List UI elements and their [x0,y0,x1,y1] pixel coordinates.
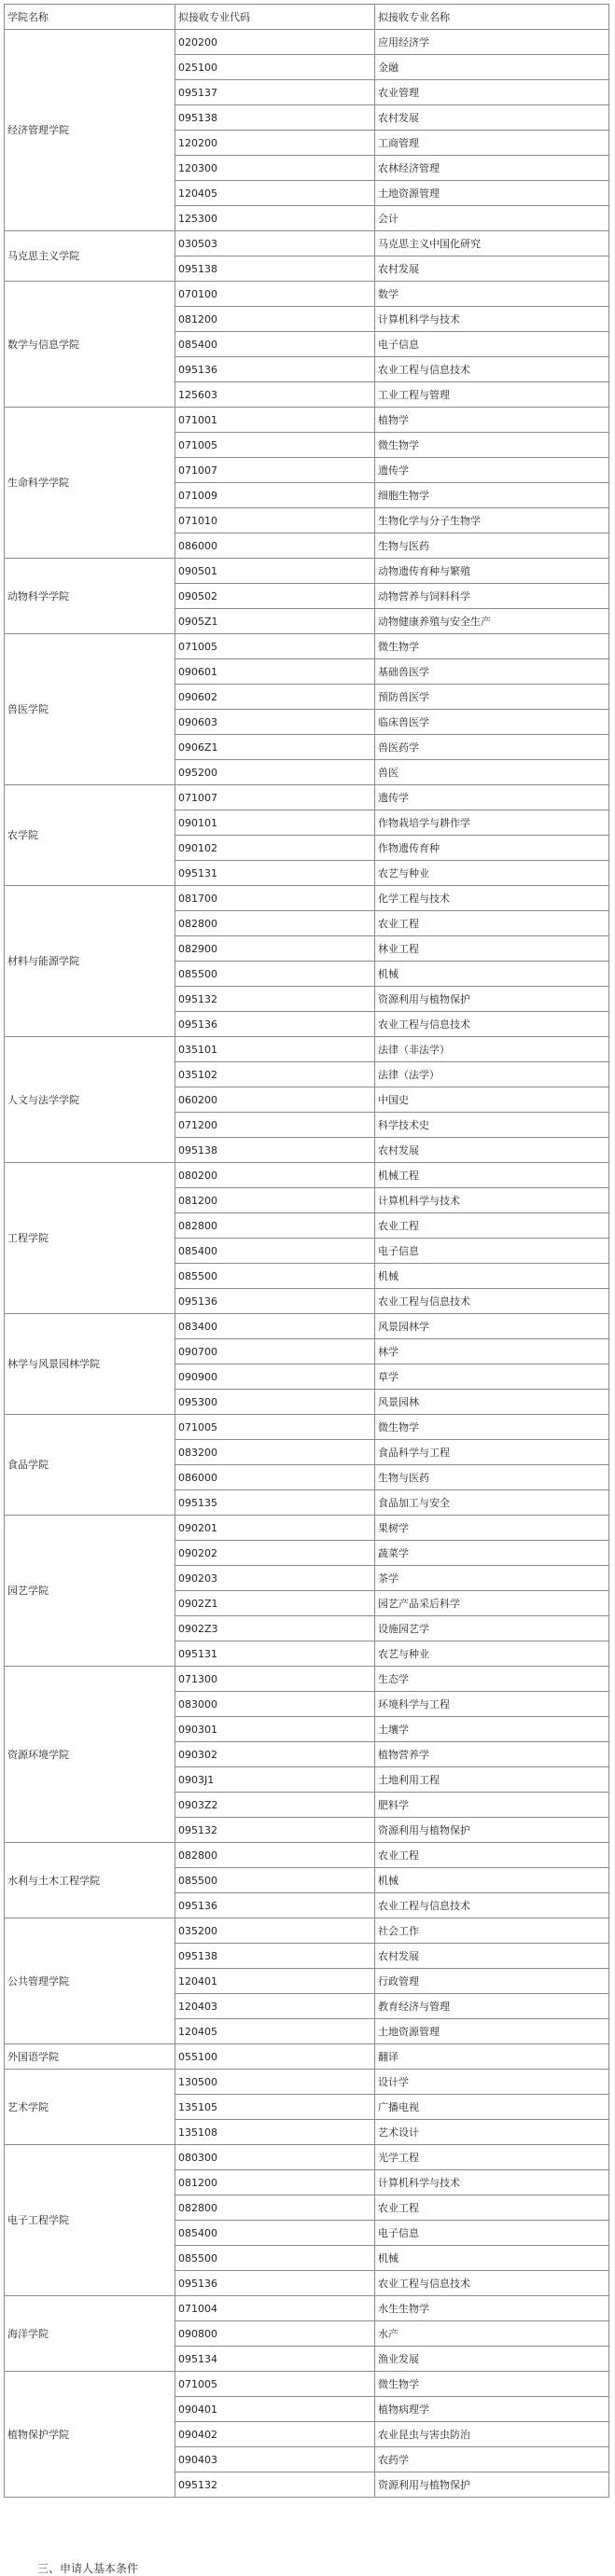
major-name-cell: 电子信息 [375,2221,609,2246]
table-row [5,1516,609,1541]
major-code-cell: 095138 [175,105,375,131]
major-name-cell: 农药学 [375,2447,609,2472]
major-name-cell: 工业工程与管理 [375,382,609,408]
major-code-cell: 095136 [175,1289,375,1314]
major-name-cell: 数学 [375,282,609,307]
major-code-cell: 090301 [175,1717,375,1742]
major-name-cell: 农业工程与信息技术 [375,357,609,382]
major-code-cell: 130500 [175,2070,375,2095]
major-code-cell: 095300 [175,1390,375,1415]
major-name-cell: 植物学 [375,408,609,433]
major-name-cell: 园艺产品采后科学 [375,1591,609,1616]
major-name-cell: 机械 [375,1264,609,1289]
major-name-cell: 机械工程 [375,1163,609,1188]
major-code-cell: 035200 [175,1918,375,1944]
table-row [5,231,609,256]
major-name-cell: 法律（非法学） [375,1037,609,1062]
major-code-cell: 090203 [175,1566,375,1591]
major-name-cell: 农业工程 [375,911,609,936]
major-name-cell: 茶学 [375,1566,609,1591]
major-code-cell: 071007 [175,458,375,483]
major-name-cell: 资源利用与植物保护 [375,1818,609,1843]
table-row [5,1918,609,1944]
major-name-cell: 农业工程与信息技术 [375,1893,609,1918]
table-row [5,1163,609,1188]
major-name-cell: 化学工程与技术 [375,886,609,911]
major-code-cell: 071007 [175,785,375,810]
major-code-cell: 085400 [175,1239,375,1264]
major-name-cell: 动物营养与饲料科学 [375,584,609,609]
major-code-cell: 095135 [175,1490,375,1516]
major-code-cell: 090302 [175,1742,375,1767]
major-name-cell: 电子信息 [375,1239,609,1264]
major-code-cell: 082800 [175,911,375,936]
major-name-cell: 兽医药学 [375,735,609,760]
major-code-cell: 080300 [175,2145,375,2170]
table-row [5,2145,609,2170]
major-name-cell: 微生物学 [375,433,609,458]
major-name-cell: 翻译 [375,2044,609,2070]
college-name-cell: 园艺学院 [5,1516,175,1667]
major-code-cell: 060200 [175,1087,375,1113]
major-name-cell: 资源利用与植物保护 [375,987,609,1012]
major-code-cell: 090501 [175,559,375,584]
major-code-cell: 071009 [175,483,375,508]
major-name-cell: 农村发展 [375,105,609,131]
major-code-cell: 0903Z2 [175,1793,375,1818]
major-name-cell: 设施园艺学 [375,1616,609,1641]
major-code-cell: 095131 [175,861,375,886]
college-name-cell: 林学与风景园林学院 [5,1314,175,1415]
major-code-cell: 086000 [175,1465,375,1490]
major-name-cell: 土地资源管理 [375,181,609,206]
major-code-cell: 081200 [175,2170,375,2195]
major-name-cell: 动物遗传育种与繁殖 [375,559,609,584]
college-name-cell: 人文与法学学院 [5,1037,175,1163]
major-code-cell: 095136 [175,1012,375,1037]
table-row [5,30,609,55]
major-name-cell: 计算机科学与技术 [375,307,609,332]
major-code-cell: 035102 [175,1062,375,1087]
college-name-cell: 动物科学学院 [5,559,175,634]
major-name-cell: 微生物学 [375,2372,609,2397]
major-code-cell: 090900 [175,1364,375,1390]
major-name-cell: 农村发展 [375,256,609,282]
table-row [5,2372,609,2397]
major-code-cell: 085500 [175,1868,375,1893]
major-code-cell: 085500 [175,1264,375,1289]
major-code-cell: 120300 [175,156,375,181]
major-name-cell: 机械 [375,962,609,987]
major-name-cell: 机械 [375,1868,609,1893]
major-code-cell: 120403 [175,1994,375,2019]
table-row [5,1843,609,1868]
major-code-cell: 081700 [175,886,375,911]
major-code-cell: 095136 [175,2271,375,2296]
major-name-cell: 农村发展 [375,1138,609,1163]
major-name-cell: 计算机科学与技术 [375,1188,609,1213]
header-major-code: 拟接收专业代码 [175,5,375,30]
college-name-cell: 马克思主义学院 [5,231,175,282]
major-name-cell: 计算机科学与技术 [375,2170,609,2195]
table-row [5,282,609,307]
major-code-cell: 025100 [175,55,375,80]
major-code-cell: 085400 [175,332,375,357]
college-name-cell: 经济管理学院 [5,30,175,231]
major-code-cell: 020200 [175,30,375,55]
major-code-cell: 090602 [175,685,375,710]
major-name-cell: 资源利用与植物保护 [375,2472,609,2498]
major-name-cell: 农业工程与信息技术 [375,2271,609,2296]
major-name-cell: 生物与医药 [375,533,609,559]
major-code-cell: 135108 [175,2120,375,2145]
table-row [5,785,609,810]
major-code-cell: 090101 [175,810,375,836]
major-code-cell: 095134 [175,2347,375,2372]
major-code-cell: 095138 [175,1944,375,1969]
major-code-cell: 090201 [175,1516,375,1541]
major-name-cell: 遗传学 [375,458,609,483]
major-name-cell: 水生生物学 [375,2296,609,2321]
major-name-cell: 生物化学与分子生物学 [375,508,609,533]
major-code-cell: 071005 [175,634,375,659]
major-code-cell: 095132 [175,2472,375,2498]
major-name-cell: 肥料学 [375,1793,609,1818]
major-code-cell: 095136 [175,1893,375,1918]
major-name-cell: 艺术设计 [375,2120,609,2145]
admissions-table [4,4,609,2498]
major-name-cell: 水产 [375,2321,609,2347]
major-code-cell: 071200 [175,1113,375,1138]
major-name-cell: 广播电视 [375,2095,609,2120]
major-code-cell: 070100 [175,282,375,307]
college-name-cell: 材料与能源学院 [5,886,175,1037]
major-name-cell: 科学技术史 [375,1113,609,1138]
major-name-cell: 林业工程 [375,936,609,962]
major-code-cell: 090502 [175,584,375,609]
college-name-cell: 资源环境学院 [5,1667,175,1843]
major-code-cell: 071005 [175,433,375,458]
table-row [5,1415,609,1440]
major-name-cell: 微生物学 [375,634,609,659]
major-code-cell: 090700 [175,1339,375,1364]
admissions-table-wrapper [4,4,609,2498]
major-name-cell: 农业工程 [375,2195,609,2221]
major-name-cell: 渔业发展 [375,2347,609,2372]
table-row [5,886,609,911]
major-code-cell: 082800 [175,1213,375,1239]
college-name-cell: 水利与土木工程学院 [5,1843,175,1918]
major-code-cell: 086000 [175,533,375,559]
major-name-cell: 农业工程 [375,1843,609,1868]
college-name-cell: 农学院 [5,785,175,886]
major-code-cell: 082800 [175,2195,375,2221]
major-name-cell: 细胞生物学 [375,483,609,508]
major-name-cell: 作物栽培学与耕作学 [375,810,609,836]
table-row [5,1314,609,1339]
major-code-cell: 071004 [175,2296,375,2321]
major-code-cell: 083200 [175,1440,375,1465]
table-row [5,1037,609,1062]
major-code-cell: 081200 [175,307,375,332]
major-name-cell: 基础兽医学 [375,659,609,685]
college-name-cell: 数学与信息学院 [5,282,175,408]
major-code-cell: 085500 [175,962,375,987]
major-name-cell: 生物与医药 [375,1465,609,1490]
table-header-row [5,5,609,30]
major-name-cell: 食品加工与安全 [375,1490,609,1516]
major-code-cell: 090401 [175,2397,375,2422]
major-name-cell: 农业管理 [375,80,609,105]
major-name-cell: 植物营养学 [375,1742,609,1767]
major-code-cell: 071010 [175,508,375,533]
major-name-cell: 农村发展 [375,1944,609,1969]
major-name-cell: 工商管理 [375,131,609,156]
major-code-cell: 095138 [175,256,375,282]
college-name-cell: 公共管理学院 [5,1918,175,2044]
major-name-cell: 土地资源管理 [375,2019,609,2044]
header-major-name: 拟接收专业名称 [375,5,609,30]
major-name-cell: 法律（法学） [375,1062,609,1087]
major-name-cell: 动物健康养殖与安全生产 [375,609,609,634]
major-code-cell: 071300 [175,1667,375,1692]
major-name-cell: 土地利用工程 [375,1767,609,1793]
major-name-cell: 农业工程与信息技术 [375,1012,609,1037]
major-code-cell: 095137 [175,80,375,105]
major-code-cell: 0905Z1 [175,609,375,634]
major-code-cell: 095138 [175,1138,375,1163]
table-row [5,408,609,433]
major-code-cell: 081200 [175,1188,375,1213]
major-name-cell: 设计学 [375,2070,609,2095]
major-name-cell: 预防兽医学 [375,685,609,710]
major-code-cell: 071001 [175,408,375,433]
major-code-cell: 095132 [175,1818,375,1843]
major-code-cell: 055100 [175,2044,375,2070]
major-name-cell: 农艺与种业 [375,861,609,886]
major-code-cell: 035101 [175,1037,375,1062]
table-row [5,559,609,584]
major-name-cell: 马克思主义中国化研究 [375,231,609,256]
major-name-cell: 林学 [375,1339,609,1364]
college-name-cell: 植物保护学院 [5,2372,175,2498]
college-name-cell: 海洋学院 [5,2296,175,2372]
major-code-cell: 120401 [175,1969,375,1994]
major-name-cell: 会计 [375,206,609,231]
major-name-cell: 食品科学与工程 [375,1440,609,1465]
major-name-cell: 环境科学与工程 [375,1692,609,1717]
major-code-cell: 082800 [175,1843,375,1868]
major-code-cell: 125300 [175,206,375,231]
major-code-cell: 071005 [175,2372,375,2397]
major-code-cell: 120405 [175,181,375,206]
major-code-cell: 083400 [175,1314,375,1339]
major-code-cell: 071005 [175,1415,375,1440]
major-name-cell: 农业昆虫与害虫防治 [375,2422,609,2447]
major-code-cell: 080200 [175,1163,375,1188]
major-name-cell: 金融 [375,55,609,80]
major-code-cell: 095136 [175,357,375,382]
major-code-cell: 120200 [175,131,375,156]
table-row [5,634,609,659]
major-code-cell: 095200 [175,760,375,785]
major-code-cell: 125603 [175,382,375,408]
college-name-cell: 兽医学院 [5,634,175,785]
major-code-cell: 120405 [175,2019,375,2044]
major-name-cell: 农林经济管理 [375,156,609,181]
major-name-cell: 农业工程 [375,1213,609,1239]
college-name-cell: 外国语学院 [5,2044,175,2070]
major-name-cell: 作物遗传育种 [375,836,609,861]
footer-text: 三、申请人基本条件 [37,2562,139,2575]
major-name-cell: 社会工作 [375,1918,609,1944]
table-row [5,2296,609,2321]
major-name-cell: 教育经济与管理 [375,1994,609,2019]
major-code-cell: 090403 [175,2447,375,2472]
major-code-cell: 083000 [175,1692,375,1717]
major-code-cell: 090202 [175,1541,375,1566]
header-college: 学院名称 [5,5,175,30]
major-code-cell: 095132 [175,987,375,1012]
major-name-cell: 行政管理 [375,1969,609,1994]
major-name-cell: 应用经济学 [375,30,609,55]
major-name-cell: 遗传学 [375,785,609,810]
major-name-cell: 临床兽医学 [375,710,609,735]
major-name-cell: 生态学 [375,1667,609,1692]
major-code-cell: 090800 [175,2321,375,2347]
major-name-cell: 风景园林 [375,1390,609,1415]
major-code-cell: 0902Z1 [175,1591,375,1616]
major-code-cell: 090601 [175,659,375,685]
major-name-cell: 中国史 [375,1087,609,1113]
major-code-cell: 095131 [175,1641,375,1667]
major-name-cell: 风景园林学 [375,1314,609,1339]
major-name-cell: 电子信息 [375,332,609,357]
major-name-cell: 微生物学 [375,1415,609,1440]
table-row [5,2070,609,2095]
major-code-cell: 030503 [175,231,375,256]
major-code-cell: 090102 [175,836,375,861]
major-code-cell: 0903J1 [175,1767,375,1793]
major-name-cell: 草学 [375,1364,609,1390]
major-name-cell: 光学工程 [375,2145,609,2170]
major-name-cell: 植物病理学 [375,2397,609,2422]
college-name-cell: 生命科学学院 [5,408,175,559]
major-name-cell: 农艺与种业 [375,1641,609,1667]
major-name-cell: 果树学 [375,1516,609,1541]
major-name-cell: 机械 [375,2246,609,2271]
college-name-cell: 食品学院 [5,1415,175,1516]
major-code-cell: 085500 [175,2246,375,2271]
major-code-cell: 082900 [175,936,375,962]
table-body [5,30,609,2498]
major-name-cell: 蔬菜学 [375,1541,609,1566]
major-code-cell: 135105 [175,2095,375,2120]
major-code-cell: 085400 [175,2221,375,2246]
major-name-cell: 土壤学 [375,1717,609,1742]
major-code-cell: 090402 [175,2422,375,2447]
major-code-cell: 0906Z1 [175,735,375,760]
major-name-cell: 农业工程与信息技术 [375,1289,609,1314]
major-code-cell: 0902Z3 [175,1616,375,1641]
college-name-cell: 艺术学院 [5,2070,175,2145]
major-code-cell: 090603 [175,710,375,735]
table-row [5,1667,609,1692]
college-name-cell: 电子工程学院 [5,2145,175,2296]
table-row [5,2044,609,2070]
college-name-cell: 工程学院 [5,1163,175,1314]
major-name-cell: 兽医 [375,760,609,785]
